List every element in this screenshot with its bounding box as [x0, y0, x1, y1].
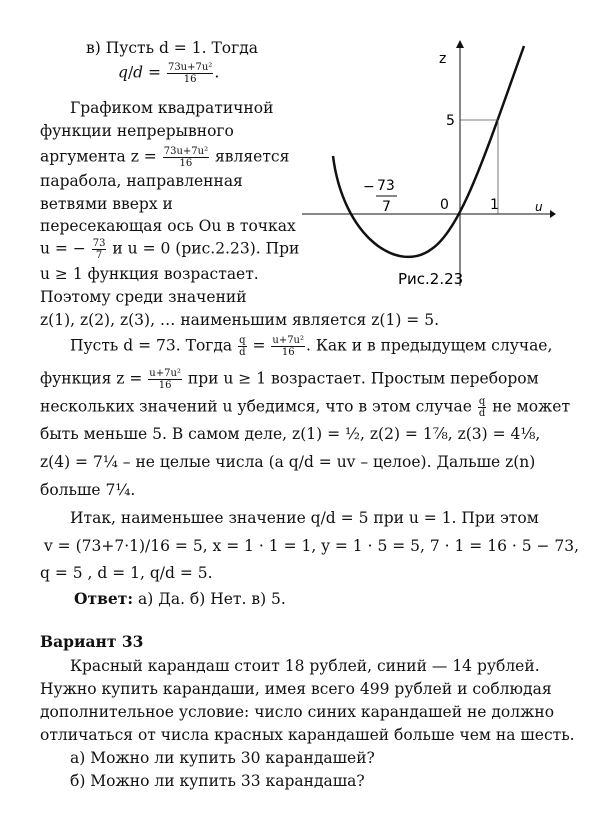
answer-text: а) Да. б) Нет. в) 5.: [138, 590, 286, 608]
line-13-b: . Как и в предыдущем случае,: [306, 336, 553, 355]
line-11: Поэтому среди значений: [40, 288, 247, 306]
line-8: пересекающая ось Ou в точках: [40, 217, 296, 235]
line-15-a: нескольких значений u убедимся, что в этом случае: [40, 397, 472, 416]
line-16: быть меньше 5. В самом деле, z(1) = ½, z(2) = 1⅞, z(3) = 4⅛,: [40, 425, 541, 443]
answer-label: Ответ:: [74, 589, 134, 608]
u-axis-arrow: [550, 210, 556, 218]
question-a: а) Можно ли купить 30 карандашей?: [70, 749, 375, 767]
line-15-b: не может: [492, 397, 571, 416]
frac-num: 73u+7u²: [167, 62, 213, 73]
z-axis-arrow: [456, 40, 464, 48]
frac-den: 16: [183, 74, 197, 85]
tick-0: 0: [440, 197, 449, 213]
problem-line-1: Красный карандаш стоит 18 рублей, синий — 14 рублей.: [70, 657, 540, 675]
line-14-a: функция z =: [40, 369, 143, 388]
tick-5: 5: [446, 113, 455, 129]
frac-14n: u+7u²: [149, 368, 181, 379]
problem-line-2: Нужно купить карандаши, имея всего 499 рублей и соблюдая: [40, 680, 552, 698]
line-9-a: u = −: [40, 239, 86, 258]
question-b: б) Можно ли купить 33 карандаша?: [70, 772, 365, 790]
frac-13d2: 16: [281, 347, 295, 358]
axis-z-label: z: [439, 51, 447, 67]
line-14-b: при u ≥ 1 возрастает. Простым перебором: [187, 369, 539, 388]
frac-13d: d: [239, 347, 246, 358]
answer-line: [74, 589, 286, 609]
line-9-b: и u = 0 (рис.2.23). При: [112, 239, 300, 258]
figure-2-23: [298, 36, 558, 291]
frac-15n: q: [478, 396, 486, 407]
line-17: z(4) = 7¼ – не целые числа (а q/d = uv – целое). Дальше z(n): [40, 453, 536, 471]
parabola-curve: [333, 46, 524, 257]
line-9: [40, 238, 299, 261]
frac-14d: 16: [158, 380, 172, 391]
line-2: q/d = $\frac{\text{73u+7u²}}{16}$ .: [118, 62, 220, 85]
tick-1: 1: [490, 197, 499, 213]
line-6: парабола, направленная: [40, 172, 243, 190]
frac-15d: d: [478, 408, 486, 419]
line-14: [40, 368, 539, 391]
line-13-a: Пусть d = 73. Тогда: [70, 336, 233, 355]
line-15: [40, 396, 570, 419]
line-19: Итак, наименьшее значение q/d = 5 при u = 1. При этом: [70, 509, 539, 527]
line-5-a: аргумента z =: [40, 147, 157, 166]
line-18: больше 7¼.: [40, 481, 136, 499]
line-5: [40, 146, 289, 169]
root-numerator: 73: [377, 178, 395, 194]
root-denominator: 7: [382, 199, 391, 215]
frac-num-2: 73u+7u²: [163, 146, 209, 157]
axis-u-label: u: [535, 200, 543, 214]
line-13: Пусть d = 73. Тогда $\frac{q}{d}$ = $\frac{\text{u+7u²}}{16}$ . Как и в предыдущем случае,: [70, 335, 553, 358]
problem-line-3: дополнительное условие: число синих карандашей не должно: [40, 703, 555, 721]
line-4: функции непрерывного: [40, 122, 234, 140]
root-num: 73: [92, 238, 106, 249]
root-minus: −: [363, 179, 375, 195]
root-den: 7: [95, 250, 103, 261]
frac-13n: q: [239, 335, 246, 346]
problem-line-4: отличаться от числа красных карандашей больше чем на шесть.: [40, 726, 575, 744]
line-1: в) Пусть d = 1. Тогда: [86, 39, 259, 57]
line-20: v = (73+7·1)/16 = 5, x = 1 · 1 = 1, y = 1 · 5 = 5, 7 · 1 = 16 · 5 − 73,: [44, 537, 580, 555]
line-10: u ≥ 1 функция возрастает.: [40, 265, 259, 283]
line-12: z(1), z(2), z(3), … наименьшим является z(1) = 5.: [40, 311, 439, 329]
line-21: q = 5 , d = 1, q/d = 5.: [40, 564, 213, 582]
variant-heading: Вариант 33: [40, 632, 144, 651]
figure-caption: Рис.2.23: [398, 270, 464, 288]
frac-den-2: 16: [179, 158, 193, 169]
frac-13n2: u+7u²: [272, 335, 305, 346]
line-7: ветвями вверх и: [40, 195, 173, 213]
line-3: Графиком квадратичной: [70, 99, 274, 117]
line-5-b: является: [215, 147, 290, 166]
